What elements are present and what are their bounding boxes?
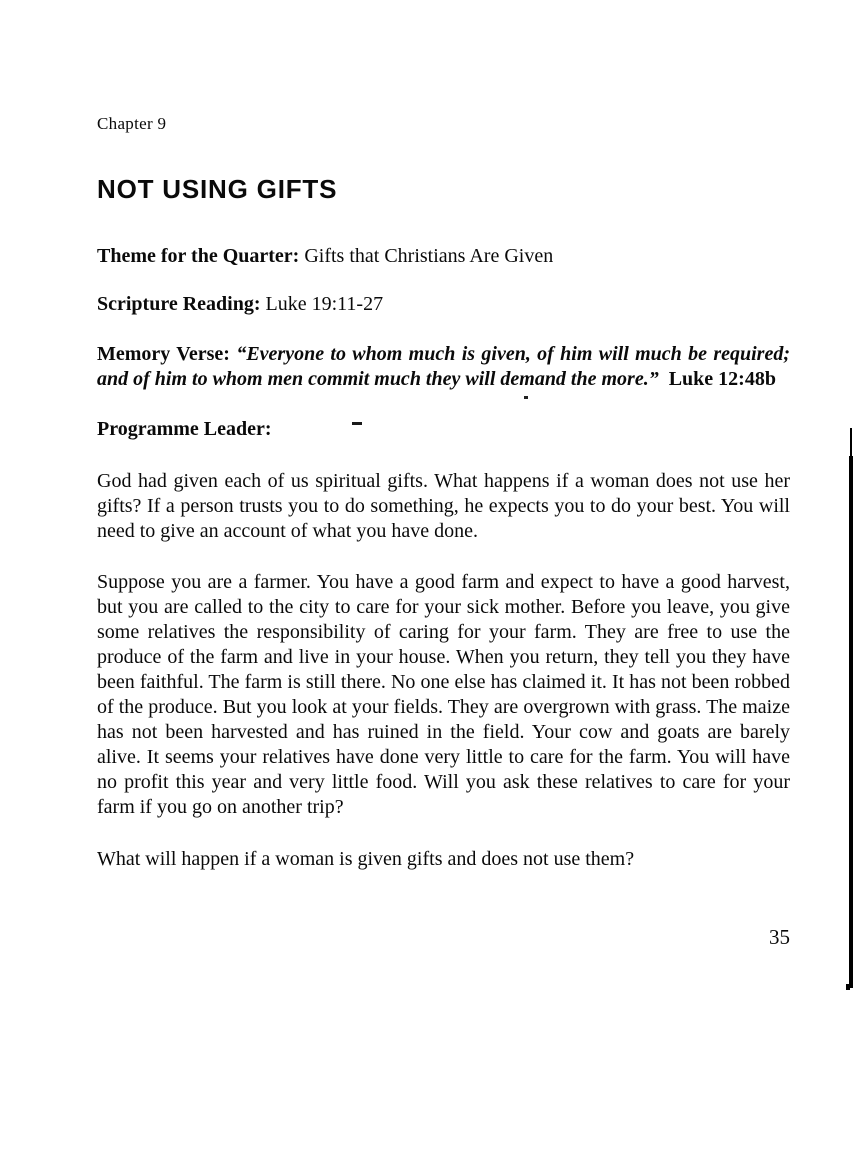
programme-leader-label: Programme Leader: — [97, 418, 272, 440]
scripture-text: Luke 19:11-27 — [265, 293, 384, 315]
theme-text: Gifts that Christians Are Given — [304, 245, 554, 267]
paragraph-3: What will happen if a woman is given gifts and does not use them? — [97, 848, 635, 870]
chapter-label: Chapter 9 — [97, 114, 167, 133]
scan-dash-artifact — [352, 422, 362, 425]
paragraph-2: Suppose you are a farmer. You have a good farm and expect to have a good harvest, but you are called to the city to care for your sick mother. Before you leave, you give some relatives the responsibility of caring for your farm. They are free to use the produce of the farm and live in your house. When you return, they tell you they have been faithful. The farm is still there. No one else has claimed it. It has not been robbed of the produce. But you look at your fields. They are overgrown with grass. The maize has not been harvested and has ruined in the field. Your cow and goats are barely alive. It seems your relatives have done very little to care for the farm. You will have no profit this year and very little food. Will you ask these relatives to care for your farm if you go on another trip? — [97, 571, 790, 818]
page-number: 35 — [769, 925, 790, 949]
scripture-label: Scripture Reading: — [97, 293, 261, 315]
memory-verse-line — [97, 342, 790, 392]
scripture-line — [97, 292, 790, 317]
scan-dot-artifact — [524, 396, 528, 399]
memory-verse-reference: Luke 12:48b — [668, 368, 776, 390]
page-title: NOT USING GIFTS — [97, 174, 338, 204]
theme-label: Theme for the Quarter: — [97, 245, 300, 267]
scan-line-artifact — [849, 456, 853, 988]
scan-line-artifact-hook — [846, 984, 850, 990]
memory-verse-quote: “Everyone to whom much is given, of him will much be required; and of him to whom men commit much they will demand the more.” — [97, 343, 790, 390]
programme-leader-line — [97, 417, 790, 442]
paragraph-1: God had given each of us spiritual gifts. What happens if a woman does not use her gifts? If a person trusts you to do something, he expects you to do your best. You will need to give an account of what you have done. — [97, 470, 790, 542]
memory-verse-label: Memory Verse: — [97, 343, 230, 365]
theme-line — [97, 244, 790, 269]
